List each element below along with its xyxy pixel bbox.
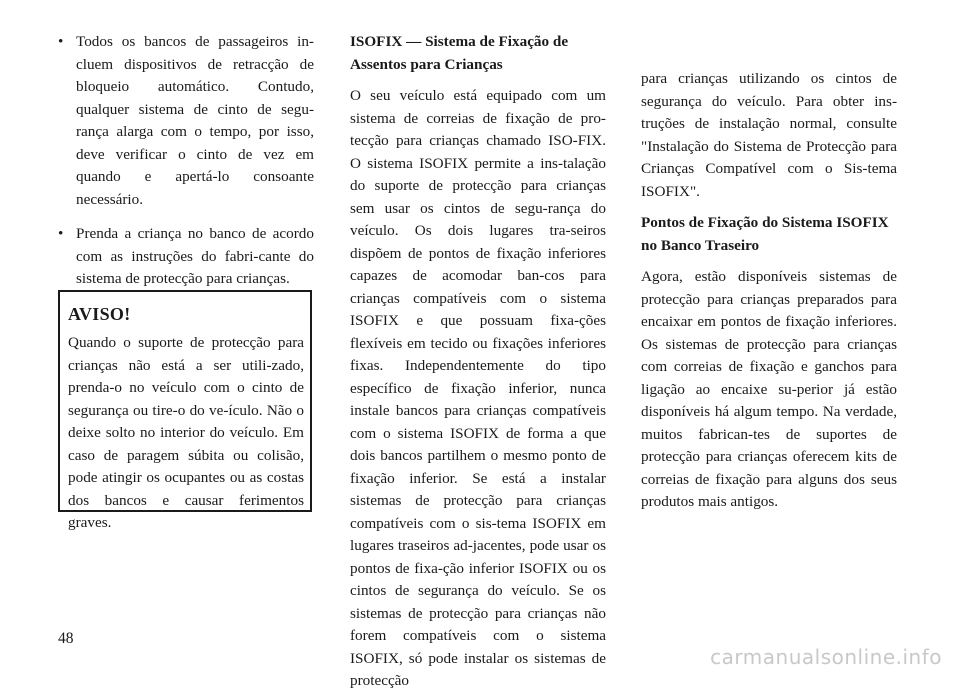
middle-column — [350, 31, 606, 693]
bullet-text: Todos os bancos de passageiros in-cluem dispositivos de retracção de bloqueio automático. Contudo, qualquer sistema de cinto de segu-rança alarga com o tempo, por isso, deve verificar o cinto de vez em quando e apertá-lo consoante necessário. — [76, 33, 314, 208]
bullet-icon: • — [58, 225, 64, 242]
section-heading: ISOFIX — Sistema de Fixação de Assentos para Crianças — [350, 33, 569, 73]
bullet-item — [58, 223, 314, 291]
bullet-text: Prenda a criança no banco de acordo com as instruções do fabri-cante do sistema de protecção para crianças. — [76, 225, 314, 287]
body-paragraph: Agora, estão disponíveis sistemas de protecção para crianças preparados para encaixar em pontos de fixação inferiores. Os sistemas de protecção para crianças com correias de fixação e ganchos para ligação ao encaixe su-perior já estão disponíveis há algum tempo. Na verdade, muitos fabrican-tes de suportes de protecção para crianças oferecem kits de correias de fixação para alguns dos seus produtos mais antigos. — [641, 268, 897, 510]
warning-box — [58, 290, 312, 531]
warning-title: AVISO! — [68, 304, 131, 324]
warning-text: Quando o suporte de protecção para crianças não está a ser utili-zado, prenda-o no veículo com o cinto de segurança ou tire-o do ve-ículo. Não o deixe solto no interior do veículo. Em caso de paragem súbita ou colisão, pode atingir os ocupantes ou as costas dos bancos e causar ferimentos graves. — [68, 334, 304, 531]
body-paragraph: para crianças utilizando os cintos de segurança do veículo. Para obter ins-truções de instalação normal, consulte "Instalação do Sistema de Protecção para Crianças Compatível com o Sis-tema ISOFIX". — [641, 70, 897, 200]
page-number: 48 — [58, 630, 74, 647]
body-paragraph: O seu veículo está equipado com um sistema de correias de fixação de pro-tecção para crianças chamado ISO-FIX. O sistema ISOFIX permite a ins-talação do suporte de protecção para crianças sem usar os cintos de segu-rança do veículo. Os dois lugares tra-seiros dispõem de pontos de fixação inferiores capazes de acomodar ban-cos para crianças compatíveis com o sistema ISOFIX e que possuam fixa-ções flexíveis em tecido ou fixações inferiores fixas. Independentemente do tipo específico de fixação inferior, nunca instale bancos para crianças compatíveis com o sistema ISOFIX de forma a que dois bancos partilhem o mesmo ponto de fixação inferior. Se está a instalar sistemas de protecção para crianças compatíveis com o sis-tema ISOFIX em lugares traseiros ad-jacentes, pode usar os pontos de fixa-ção inferior ISOFIX ou os cintos de segurança do veículo. Se os sistemas de protecção para crianças não forem compatíveis com o sistema ISOFIX, só pode instalar os sistemas de protecção — [350, 87, 606, 689]
watermark: carmanualsonline.info — [710, 645, 942, 669]
left-column — [58, 31, 314, 303]
bullet-item — [58, 31, 314, 211]
section-heading: Pontos de Fixação do Sistema ISOFIX no Banco Traseiro — [641, 214, 889, 254]
bullet-icon: • — [58, 33, 64, 50]
right-column — [641, 68, 897, 514]
